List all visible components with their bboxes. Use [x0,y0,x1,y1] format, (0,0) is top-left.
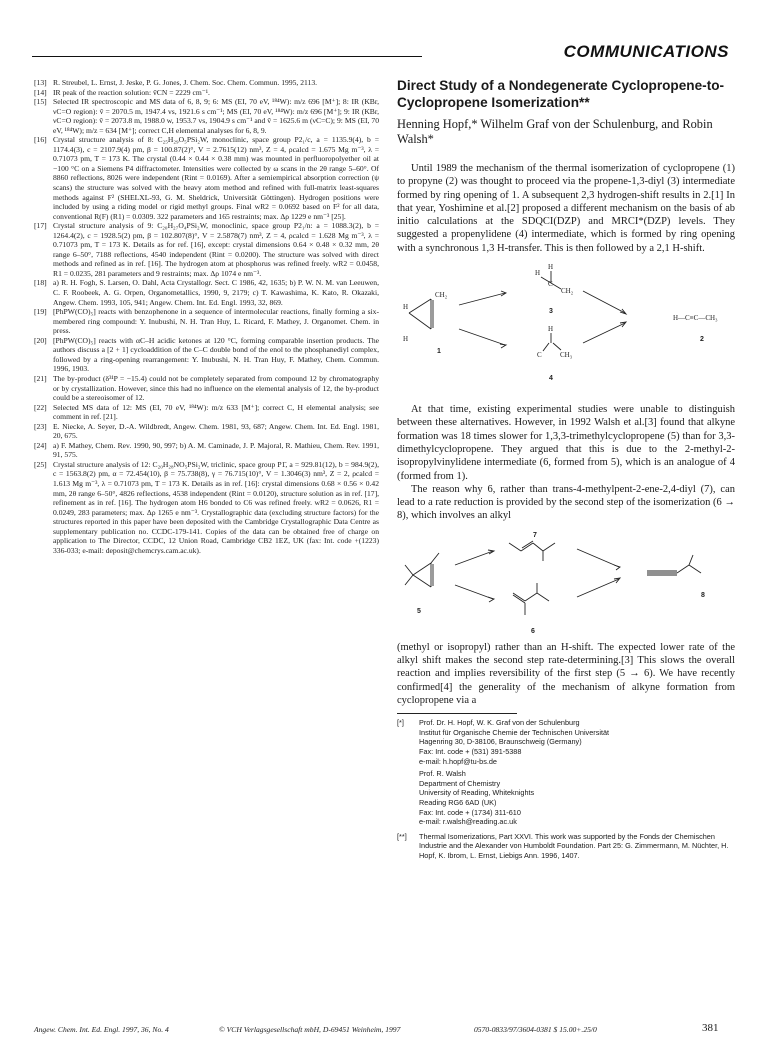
footnote-line: Reading RG6 6AD (UK) [419,797,497,807]
reference-item [34,221,379,278]
reference-text: a) F. Mathey, Chem. Rev. 1990, 90, 997; b) A. M. Caminade, J. P. Majoral, R. Mathieu, Chem. Rev. 1991, 91, 575. [53,440,379,460]
atom-h-3b: H [548,263,554,272]
footnote-line: e-mail: r.walsh@reading.ac.uk [419,817,517,827]
group-ch2-3: CH₂ [561,287,574,296]
compound-5-label: 5 [417,607,421,615]
footnote-line: Fax: Int. code + (1734) 311-610 [419,807,521,817]
reference-text: [PhPW(CO)₅] reacts with αC–H acidic ketones at 120 °C, forming comparable insertion products. The authors discuss a [2 + 1] cycloaddition of the C–C double bond of the enol to the phosphanediyl complex, followed by a ring-opening rearrangement: Y. Inubushi, N. H. Tran Huy, F. Mathey, Chem. Commun. 1996, 1903. [53,335,379,374]
compound-7-label: 7 [533,531,537,539]
reference-text: a) R. H. Fogh, S. Larsen, O. Dahl, Acta Crystallogr. Sect. C 1986, 42, 1635; b) P. W. N. M. van Leeuwen, C. F. Roobeek, A. G. Orpen, Organometallics, 1990, 9, 2179; c) T. Kawashima, K. Kato, R. Okazaki, Angew. Chem. 1993, 105, 941; Angew. Chem. Int. Ed. Engl. 1993, 32, 869. [53,278,379,307]
paragraph-3: The reason why 6, rather than trans-4-methylpent-2-ene-2,4-diyl (7), can lead to a rate reduction is provided by the second step of the isomerization (6 → 8), which involves an alkyl [397,483,735,522]
atom-h-3: H [535,269,541,278]
compound-4-label: 4 [549,375,553,383]
reference-number: [24] [34,440,47,450]
reference-item [34,403,379,422]
compound-1-label: 1 [437,348,441,356]
footer-journal: Angew. Chem. Int. Ed. Engl. 1997, 36, No. 4 [34,1025,169,1034]
group-ch2-1: CH₂ [435,291,448,300]
propyne-formula: H—C≡C—CH₃ [673,314,718,323]
reference-item [34,278,379,307]
reference-number: [20] [34,335,47,345]
article-column [397,78,735,863]
reference-number: [23] [34,421,47,431]
reference-number: [18] [34,278,47,288]
footnote-line: e-mail: h.hopf@tu-bs.de [419,756,497,766]
paragraph-4: (methyl or isopropyl) rather than an H-shift. The expected lower rate of the alkyl shift makes the second step rate-determining.[3] This slows the overall reaction and implies reversibility of the first step (5 → 6). We have recently confirmed[4] the generality of the mechanism of alkyne formation from cyclopropene via a [397,641,735,706]
footnote-line: Prof. R. Walsh [419,769,466,779]
group-ch3-4: CH₃ [560,351,573,360]
footnote-line: Prof. Dr. H. Hopf, W. K. Graf von der Schulenburg [419,718,580,728]
reference-text: R. Streubel, L. Ernst, J. Jeske, P. G. Jones, J. Chem. Soc. Chem. Commun. 1995, 2113. [53,78,318,87]
atom-h-1: H [403,303,409,312]
reference-number: [13] [34,78,47,87]
atom-h-4: H [548,325,554,334]
reference-number: [25] [34,459,47,469]
footnote-line: University of Reading, Whiteknights [419,788,535,798]
reference-item [34,422,379,441]
footnote-line: Hagenring 30, D-38106, Braunschweig (Germany) [419,737,582,747]
reference-text: Crystal structure analysis of 8: C₂₅H₂₉O₅PSi₂W, monoclinic, space group P2₁/c, a = 1135.9(4), b = 1174.4(3), c = 2107.9(4) pm, β = 100.87(2)°, V = 2.7615(12) nm³, Z = 4, ρcalcd = 1.675 Mg m⁻³, λ = 0.71073 pm, T = 173 K. The crystal (0.44 × 0.44 × 0.38 mm) was mounted in perfluoropolyether oil at −100 °C on a Siemens P4 diffractometer. Intensities were collected by ω scans in the 2θ range 5–60°. Of 8860 reflections, 8026 were independent (Rint = 0.0169). After a semiempirical absorption correction (ψ scans) the structure was solved with the heavy atom method and refined with full-matrix least-squares methods against F² (SHELXL-93, G. M. Sheldrick, Universität Göttingen). Hydrogen positions were included by using a riding model or rigid methyl groups. Final wR2 = 0.0692 based on F² for all data, conventional R(F) (R1) = 0.0309. 322 parameters and 165 restraints; max. Δρ 1229 e nm⁻³ [25]. [53,135,379,221]
header-rule [32,56,422,57]
paragraph-2: At that time, existing experimental studies were unable to distinguish between these alternatives. However, in 1992 Walsh et al.[3] found that alkyne formation was 18 times slower for 1,3,3-trimethylcyclopropene (5) than for 3,3-dimethylcyclopropene. They argued that this is due to the 2-methyl-2-isopropylvinylidene intermediate (6, formed from 5), which is an analogue of 4 (formed from 1). [397,404,735,482]
footnote-item [397,832,735,861]
reference-text: E. Niecke, A. Seyer, D.-A. Wildbredt, Angew. Chem. 1981, 93, 687; Angew. Chem. Int. Ed. Engl. 1981, 20, 675. [53,421,379,441]
reference-number: [15] [34,97,47,107]
footer-publisher: © VCH Verlagsgesellschaft mbH, D-69451 Weinheim, 1997 [219,1025,401,1034]
reference-item [34,441,379,460]
reference-item [34,78,379,88]
compound-6-label: 6 [531,627,535,635]
reference-item [34,97,379,135]
paragraph-1: Until 1989 the mechanism of the thermal isomerization of cyclopropene (1) to propyne (2) was thought to proceed via the propene-1,3-diyl (3) intermediate formed by ring opening of 1. A subsequent 2,3 hydrogen-shift results in 2.[1] In that year, Yoshimine et al.[2] proposed a different mechanism on the basis of ab initio calculations at the SDQCI(DZP) and MRCI*(DZP) levels. They suggested a propenylidene (4) intermediate, which is formed by ring opening with a synchronous 1,3 H-transfer. This is then followed by a 2,1 H-shift. [397,163,735,254]
atom-c-4: C [537,351,542,360]
reference-text: [PhPW(CO)₅] reacts with benzophenone in a sequence of intermolecular reactions, finally forming a six-membered ring compound: Y. Inubushi, N. H. Tran Huy, L. Ricard, F. Mathey, J. Organomet. Chem. in press. [53,307,379,336]
compound-8-label: 8 [701,591,705,599]
footnote-line: Department of Chemistry [419,778,501,788]
reference-item [34,336,379,374]
footnote-line: Institut für Organische Chemie der Technischen Universität [419,727,610,737]
reference-number: [16] [34,135,47,145]
reference-number: [22] [34,402,47,412]
section-title: COMMUNICATIONS [563,42,729,61]
footnote-rule [397,713,517,714]
reference-item [34,135,379,221]
scheme-1 [397,255,735,403]
page-number: 381 [702,1022,719,1034]
compound-2-label: 2 [700,336,704,344]
footnote-line: Fax: Int. code + (531) 391-5388 [419,747,522,757]
article-title: Direct Study of a Nondegenerate Cyclopropene-to-Cyclopropene Isomerization** [397,78,725,110]
references-column [34,78,379,555]
reference-number: [21] [34,373,47,383]
reference-text: Crystal structure analysis of 9: C₂₀H₂₇O₄PSi₂W, monoclinic, space group P2₁/n: a = 1088.3(2), b = 1264.4(2), c = 1928.5(2) pm, β = 102.807(8)°, V = 2.5878(7) nm³, Z = 4, ρcalcd = 1.628 Mg m⁻³, λ = 0.71073 pm, T = 173 K. Details as for ref. [16], except: crystal dimensions 0.64 × 0.48 × 0.32 mm, 2θ range 6–50°, 7188 reflections, 4540 independent (Rint = 0.0200). The structure was solved with direct methods and refined as in ref. [16]. The hydrogen atom at phosphorus was refined freely. wR2 = 0.0458, R1 = 0.0235, 281 parameters and 9 restraints; max. Δρ 1074 e nm⁻³. [53,221,379,278]
reference-item [34,374,379,403]
reference-item [34,307,379,336]
reference-number: [14] [34,87,47,97]
reference-text: IR peak of the reaction solution: ṽCN = 2229 cm⁻¹. [53,87,210,97]
scheme-2 [397,523,735,641]
footer-code: 0570-0833/97/3604-0381 $ 15.00+.25/0 [474,1025,597,1034]
compound-3-label: 3 [549,308,553,316]
reference-text: Crystal structure analysis of 12: C₂₀H₂₈NO₅PSi₂W, triclinic, space group P1̄, a = 929.81(12), b = 984.9(2), c = 1563.8(2) pm, α = 72.454(10), β = 75.738(8), γ = 76.715(10)°, V = 1.3046(3) nm³, Z = 2, ρcalcd = 1.613 Mg m⁻³, λ = 0.71073 pm, T = 173 K. Details as in ref. [16]: crystal dimensions 0.68 × 0.56 × 0.42 mm, 2θ range 6–50°, 4826 reflections, 4538 independent (Rint = 0.0120), structure solution as in ref. [17], refinement as in ref. [16]. The hydrogen atom H6 bonded to C6 was refined freely. wR2 = 0.0626, R1 = 0.0249, 283 parameters; max. Δρ 1265 e nm⁻³. Crystallographic data (excluding structure factors) for the structures reported in this paper have been deposited with the Cambridge Crystallographic Data Centre as supplementary publication no. CCDC-179-141. Copies of the data can be obtained free of charge on application to The Director, CCDC, 12 Union Road, Cambridge CB2 1EZ, UK (fax: Int. code +(1223) 336-033; e-mail: deposit@chemcrys.cam.ac.uk). [53,459,379,555]
footnote-mark: [**] [397,831,407,841]
footnote-item [397,769,735,827]
atom-h-1b: H [403,335,409,344]
atom-c-3: C [548,280,553,289]
footnotes [397,713,735,860]
footnote-mark: [*] [397,718,404,728]
footnote-line: Thermal Isomerizations, Part XXVI. This work was supported by the Fonds der Chemischen Industrie and the Alexander von Humboldt Foundation. Part 25: G. Zimmermann, M. Nüchter, H. Hopf, K. Ibrom, L. Ernst, Liebigs Ann. 1996, 1407. [419,831,729,860]
reference-text: Selected IR spectroscopic and MS data of 6, 8, 9; 6: MS (EI, 70 eV, ¹⁸⁴W): m/z 696 [M⁺]; 8: IR (KBr, νC=O region): ṽ = 2070.5 m, 1947.4 vs, 1921.6 s cm⁻¹; MS (EI, 70 eV, ¹⁸⁴W): m/z 696 [M⁺]; 9: IR (KBr, νC=O region): ṽ = 2073.8 m, 1988.0 w, 1953.7 vs, 1904.9 s cm⁻¹ and ṽ = 1625.6 m (νC=C); 9: MS (EI, 70 eV, ¹⁸⁴W); m/z = 634 [M⁺]; correct C,H elemental analyses for 6, 8, 9. [53,97,379,135]
reference-number: [19] [34,307,47,317]
footnote-item [397,718,735,766]
reference-number: [17] [34,221,47,231]
reference-item [34,88,379,98]
reference-text: Selected MS data of 12: MS (EI, 70 eV, ¹⁸⁴W): m/z 633 [M⁺]; correct C, H elemental analysis; see comment in ref. [21]. [53,402,379,422]
reference-text: The by-product (δ³¹P = −15.4) could not be completely separated from compound 12 by chromatography or by crystallization. However, since this had no influence on the elemental analysis of 12, the by-product could be a stereoisomer of 12. [53,373,379,403]
reference-item [34,460,379,555]
article-authors: Henning Hopf,* Wilhelm Graf von der Schulenburg, and Robin Walsh* [397,117,713,146]
